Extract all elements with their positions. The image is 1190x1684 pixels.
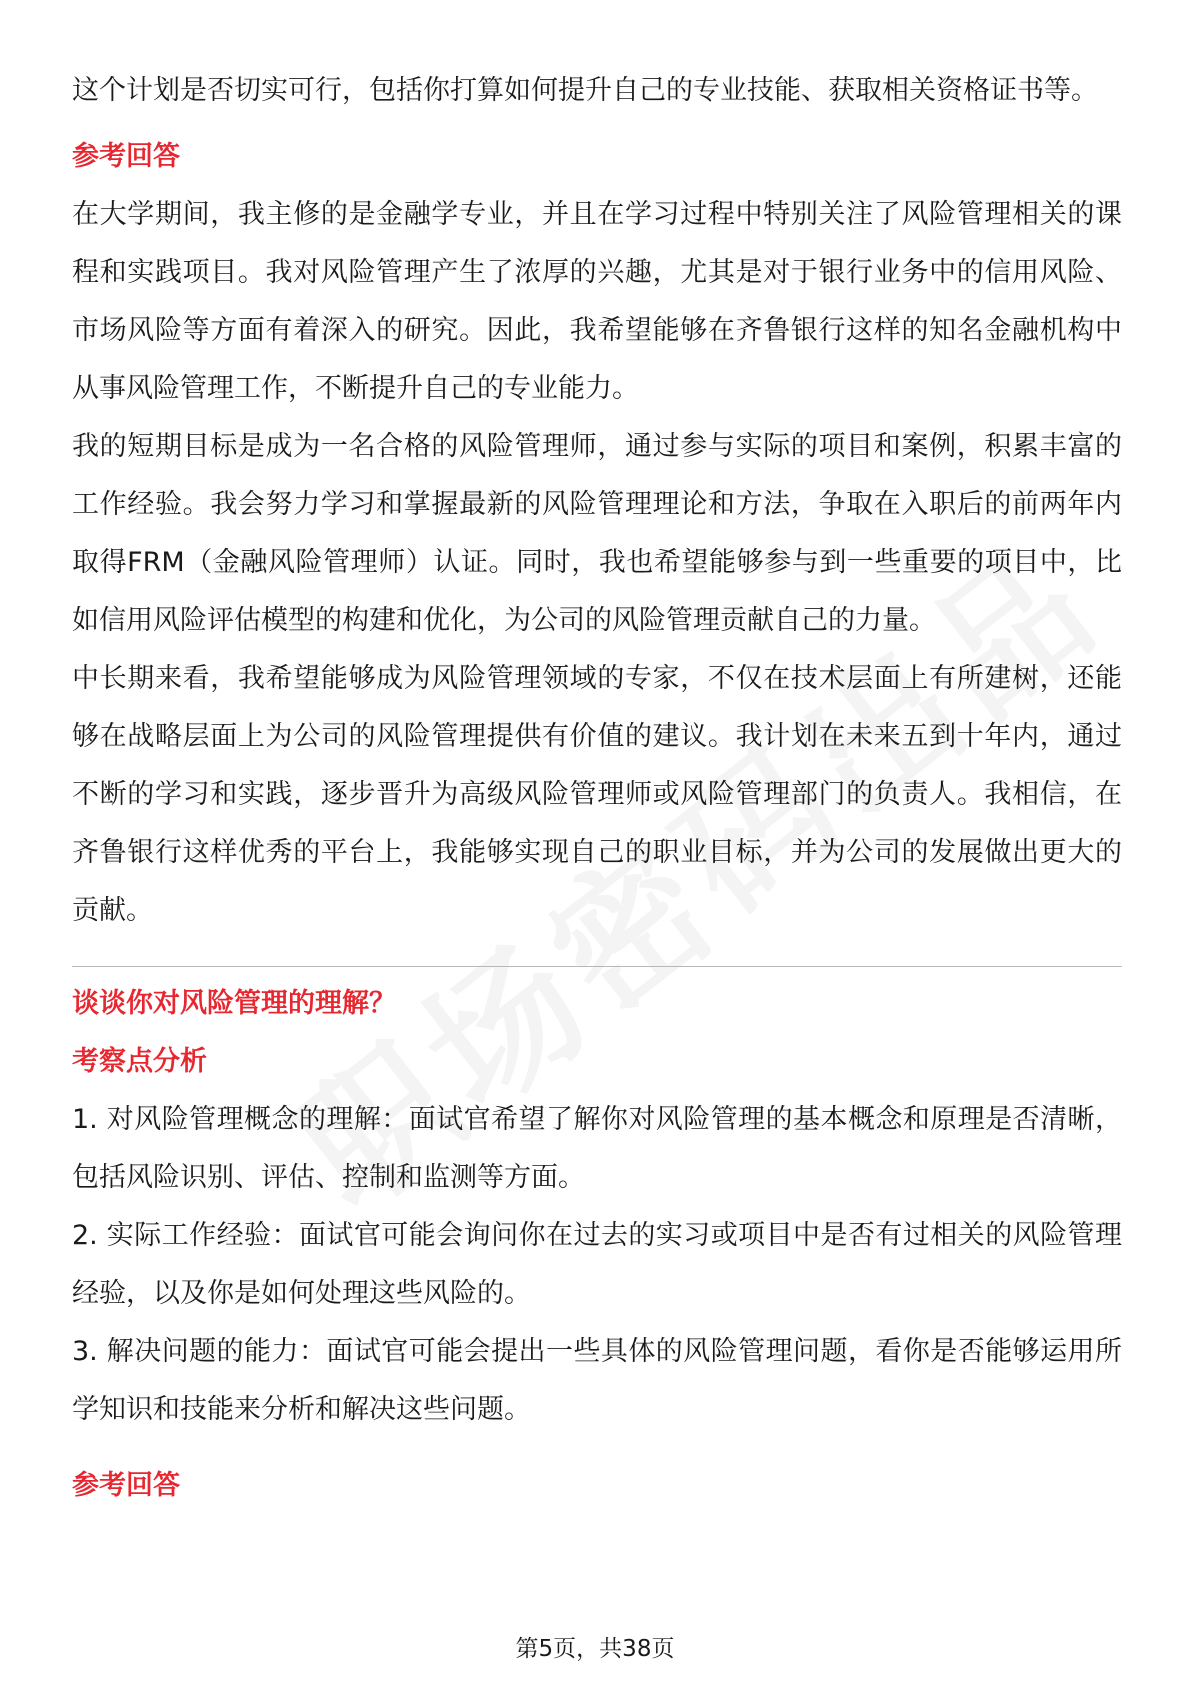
analysis-point-3: 3. 解决问题的能力：面试官可能会提出一些具体的风险管理问题，看你是否能够运用所学知识和技能来分析和解决这些问题。 <box>72 1336 1122 1425</box>
answer-heading-2: 参考回答 <box>72 1470 180 1501</box>
answer-heading-1: 参考回答 <box>72 141 180 172</box>
analysis-heading: 考察点分析 <box>72 1046 207 1077</box>
answer-paragraph-3: 中长期来看，我希望能够成为风险管理领域的专家，不仅在技术层面上有所建树，还能够在战略层面上为公司的风险管理提供有价值的建议。我计划在未来五到十年内，通过不断的学习和实践，逐步晋升为高级风险管理师或风险管理部门的负责人。我相信，在齐鲁银行这样优秀的平台上，我能够实现自己的职业目标，并为公司的发展做出更大的贡献。 <box>72 663 1122 926</box>
answer-paragraph-1: 在大学期间，我主修的是金融学专业，并且在学习过程中特别关注了风险管理相关的课程和实践项目。我对风险管理产生了浓厚的兴趣，尤其是对于银行业务中的信用风险、市场风险等方面有着深入的研究。因此，我希望能够在齐鲁银行这样的知名金融机构中从事风险管理工作，不断提升自己的专业能力。 <box>72 199 1122 404</box>
analysis-point-1: 1. 对风险管理概念的理解：面试官希望了解你对风险管理的基本概念和原理是否清晰，包括风险识别、评估、控制和监测等方面。 <box>72 1104 1122 1193</box>
section-divider <box>72 966 1122 967</box>
answer-paragraph-2: 我的短期目标是成为一名合格的风险管理师，通过参与实际的项目和案例，积累丰富的工作经验。我会努力学习和掌握最新的风险管理理论和方法，争取在入职后的前两年内取得FRM（金融风险管理师）认证。同时，我也希望能够参与到一些重要的项目中，比如信用风险评估模型的构建和优化，为公司的风险管理贡献自己的力量。 <box>72 431 1122 636</box>
page-content <box>72 62 1122 1515</box>
analysis-point-2: 2. 实际工作经验：面试官可能会询问你在过去的实习或项目中是否有过相关的风险管理经验，以及你是如何处理这些风险的。 <box>72 1220 1122 1309</box>
question-title: 谈谈你对风险管理的理解？ <box>72 988 396 1019</box>
page-number: 第5页，共38页 <box>515 1636 675 1662</box>
continued-question-text: 这个计划是否切实可行，包括你打算如何提升自己的专业技能、获取相关资格证书等。 <box>72 75 1098 106</box>
